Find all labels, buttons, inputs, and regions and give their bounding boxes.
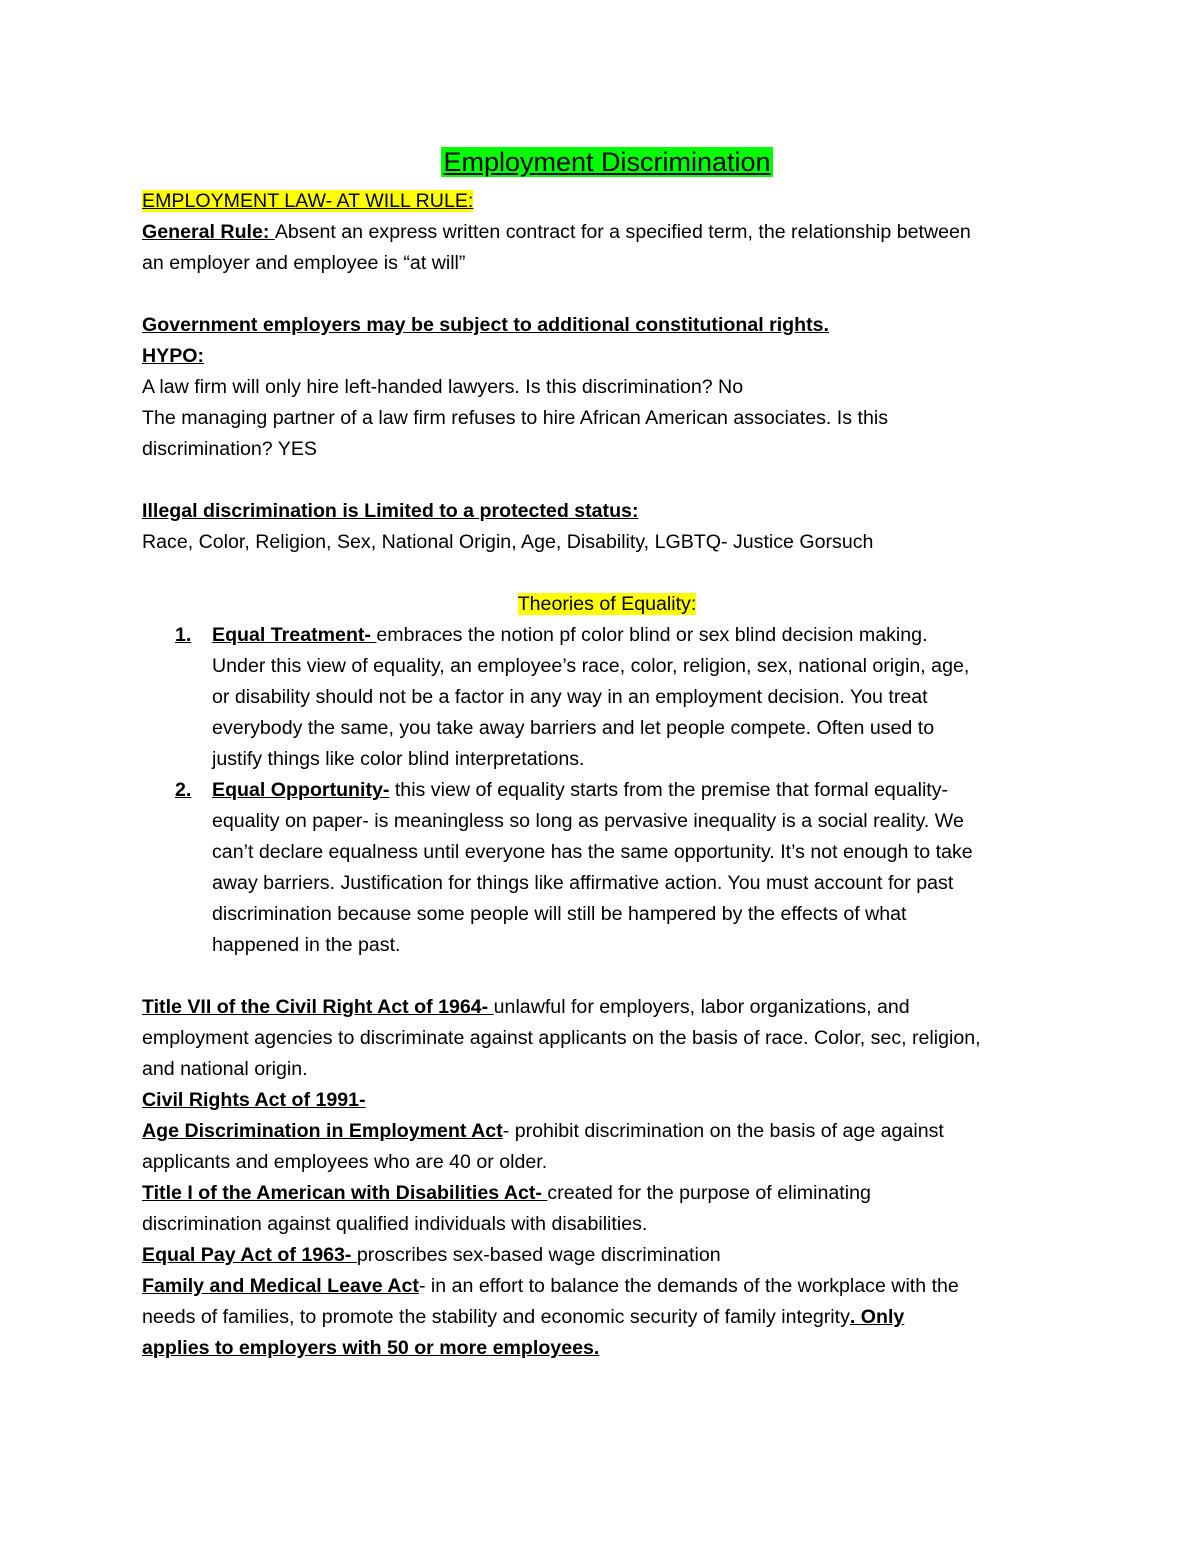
list-item-label: Equal Treatment- (212, 624, 377, 646)
general-rule-line-1 (142, 217, 1072, 248)
title-vii-line-2 (142, 1023, 1072, 1054)
civil-rights-1991-label: Civil Rights Act of 1991- (142, 1089, 366, 1111)
ada-text-1: created for the purpose of eliminating (547, 1182, 871, 1204)
list-item-number: 2. (175, 779, 192, 801)
ada-line-1 (142, 1178, 1072, 1209)
adea-text-2: applicants and employees who are 40 or older. (142, 1151, 548, 1173)
document-body (142, 144, 1072, 1364)
list-item-text: can’t declare equalness until everyone has the same opportunity. It’s not enough to take (212, 841, 973, 863)
fmla-line-2 (142, 1302, 1072, 1333)
theories-list (142, 620, 1072, 961)
government-heading: Government employers may be subject to additional constitutional rights. (142, 314, 829, 336)
equal-pay-label: Equal Pay Act of 1963- (142, 1244, 357, 1266)
government-heading-line (142, 310, 1072, 341)
adea-line-1 (142, 1116, 1072, 1147)
title-vii-text-3: and national origin. (142, 1058, 308, 1080)
protected-status-heading: Illegal discrimination is Limited to a protected status: (142, 500, 639, 522)
hypo-question-2-line-1 (142, 403, 1072, 434)
protected-status-heading-line (142, 496, 1072, 527)
at-will-heading: EMPLOYMENT LAW- AT WILL RULE: (142, 190, 474, 212)
list-item-number: 1. (175, 624, 192, 646)
list-item-text: everybody the same, you take away barriers and let people compete. Often used to (212, 717, 935, 739)
ada-line-2 (142, 1209, 1072, 1240)
list-item-text: this view of equality starts from the premise that formal equality- (389, 779, 949, 801)
list-item-text: equality on paper- is meaningless so long as pervasive inequality is a social reality. We (212, 810, 964, 832)
title-line (142, 144, 1072, 180)
list-item (142, 775, 1072, 961)
hypo-question-2-text-2: discrimination? YES (142, 438, 317, 460)
fmla-text-1: - in an effort to balance the demands of the workplace with the (418, 1275, 959, 1297)
fmla-emphasis-1: . Only (849, 1306, 905, 1328)
civil-rights-1991-line (142, 1085, 1072, 1116)
title-vii-line-3 (142, 1054, 1072, 1085)
fmla-line-1 (142, 1271, 1072, 1302)
hypo-label: HYPO: (142, 345, 205, 367)
list-item-text: Under this view of equality, an employee’s race, color, religion, sex, national origin, age, (212, 655, 970, 677)
general-rule-line-2 (142, 248, 1072, 279)
equal-pay-text: proscribes sex-based wage discrimination (356, 1244, 721, 1266)
fmla-line-3 (142, 1333, 1072, 1364)
document-title: Employment Discrimination (443, 147, 771, 177)
ada-label: Title I of the American with Disabilities Act- (142, 1182, 548, 1204)
list-item-text: embraces the notion pf color blind or sex blind decision making. (376, 624, 928, 646)
list-item-text: happened in the past. (212, 934, 401, 956)
title-vii-line-1 (142, 992, 1072, 1023)
equal-pay-line (142, 1240, 1072, 1271)
list-item-text: discrimination because some people will still be hampered by the effects of what (212, 903, 907, 925)
protected-status-list: Race, Color, Religion, Sex, National Origin, Age, Disability, LGBTQ- Justice Gorsuch (142, 531, 874, 553)
theories-heading: Theories of Equality: (517, 593, 697, 615)
hypo-question-2-line-2 (142, 434, 1072, 465)
list-item-label: Equal Opportunity- (212, 779, 390, 801)
title-vii-label: Title VII of the Civil Right Act of 1964- (142, 996, 494, 1018)
list-item-text: away barriers. Justification for things like affirmative action. You must account for past (212, 872, 954, 894)
general-rule-text-2: an employer and employee is “at will” (142, 252, 466, 274)
adea-label: Age Discrimination in Employment Act (142, 1120, 503, 1142)
general-rule-text-1: Absent an express written contract for a specified term, the relationship between (274, 221, 971, 243)
ada-text-2: discrimination against qualified individuals with disabilities. (142, 1213, 648, 1235)
title-vii-text-1: unlawful for employers, labor organizations, and (493, 996, 910, 1018)
hypo-question-1 (142, 372, 1072, 403)
general-rule-label: General Rule: (142, 221, 275, 243)
at-will-heading-line (142, 186, 1072, 217)
protected-status-list-line (142, 527, 1072, 558)
list-item (142, 620, 1072, 775)
fmla-emphasis-2: applies to employers with 50 or more employees. (142, 1337, 600, 1359)
adea-text-1: - prohibit discrimination on the basis of age against (502, 1120, 944, 1142)
theories-heading-line (142, 589, 1072, 620)
list-item-text: justify things like color blind interpretations. (212, 748, 585, 770)
hypo-question-2-text-1: The managing partner of a law firm refuses to hire African American associates. Is this (142, 407, 888, 429)
title-vii-text-2: employment agencies to discriminate against applicants on the basis of race. Color, sec, religion, (142, 1027, 981, 1049)
adea-line-2 (142, 1147, 1072, 1178)
hypo-question-1-text: A law firm will only hire left-handed lawyers. Is this discrimination? No (142, 376, 744, 398)
list-item-text: or disability should not be a factor in any way in an employment decision. You treat (212, 686, 928, 708)
fmla-text-2: needs of families, to promote the stability and economic security of family integrity (142, 1306, 850, 1328)
fmla-label: Family and Medical Leave Act (142, 1275, 419, 1297)
hypo-label-line (142, 341, 1072, 372)
